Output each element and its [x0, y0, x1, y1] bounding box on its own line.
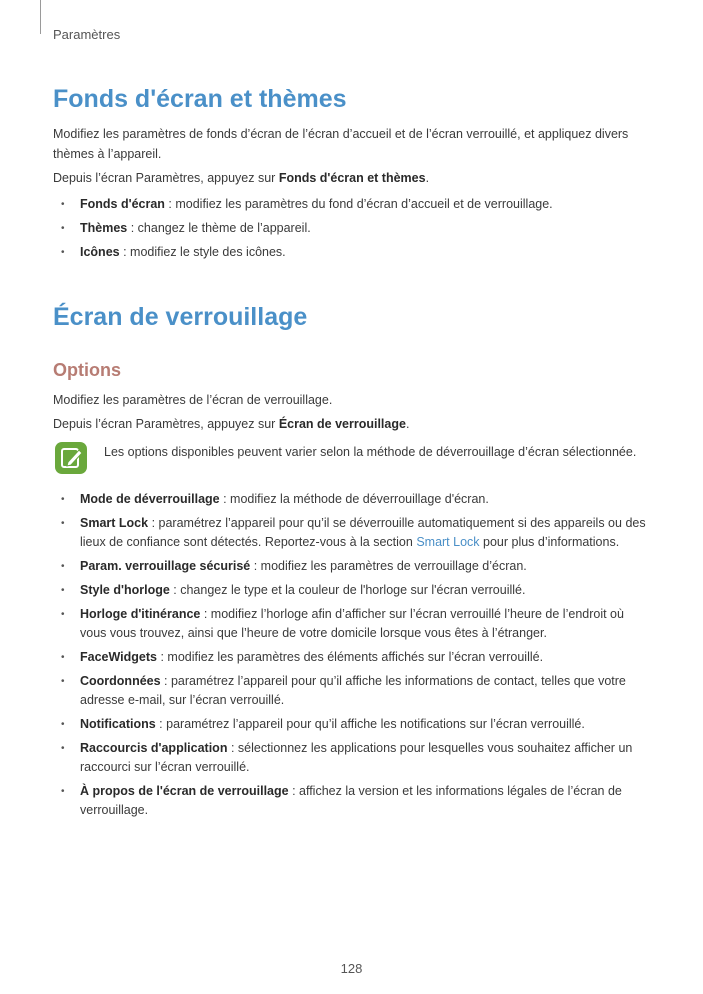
item-desc: : paramétrez l’appareil pour qu’il se déverrouille automatiquement si des appareils ou des lieux de confiance sont détectés. Reportez-vous à la section [80, 516, 646, 549]
list-item [53, 581, 653, 600]
item-term: Mode de déverrouillage [80, 492, 220, 506]
smart-lock-link[interactable]: Smart Lock [416, 535, 480, 549]
list-item [53, 557, 653, 576]
list-item [53, 514, 653, 552]
list-item [53, 195, 653, 214]
item-desc: : paramétrez l’appareil pour qu’il affiche les informations de contact, telles que votre adresse e-mail, sur l’écran verrouillé. [80, 674, 626, 707]
path-target: Fonds d'écran et thèmes [278, 171, 426, 185]
wallpaper-options-list [53, 195, 653, 262]
header-rule [40, 0, 41, 34]
bullet-icon: • [61, 676, 65, 687]
bullet-icon: • [61, 609, 65, 620]
item-desc: : modifiez les paramètres du fond d’écran d’accueil et de verrouillage. [164, 197, 553, 211]
item-term: Horloge d'itinérance [80, 607, 201, 621]
path-suffix: . [425, 171, 430, 185]
note-pencil-icon [55, 442, 87, 474]
item-desc: : modifiez les paramètres des éléments affichés sur l’écran verrouillé. [157, 650, 544, 664]
running-header: Paramètres [53, 27, 121, 42]
bullet-icon: • [61, 561, 65, 572]
page-content [53, 80, 653, 825]
lockscreen-options-list [53, 490, 653, 820]
bullet-icon: • [61, 518, 65, 529]
bullet-icon: • [61, 743, 65, 754]
item-term: Param. verrouillage sécurisé [80, 559, 251, 573]
item-term: Coordonnées [80, 674, 161, 688]
subsection-title-options: Options [53, 360, 121, 380]
item-term: Raccourcis d'application [80, 741, 228, 755]
item-desc: : modifiez la méthode de déverrouillage d'écran. [219, 492, 489, 506]
item-term: Thèmes [80, 221, 128, 235]
settings-path [53, 414, 653, 434]
item-term: Icônes [80, 245, 120, 259]
path-target: Écran de verrouillage [278, 417, 406, 431]
list-item [53, 739, 653, 777]
item-desc: : modifiez le style des icônes. [119, 245, 286, 259]
item-term: FaceWidgets [80, 650, 157, 664]
section-title-lockscreen: Écran de verrouillage [53, 303, 308, 331]
item-desc: : changez le type et la couleur de l'horloge sur l'écran verrouillé. [169, 583, 526, 597]
item-desc: : affichez la version et les informations légales de l’écran de verrouillage. [80, 784, 622, 817]
section-title-wallpaper: Fonds d'écran et thèmes [53, 85, 347, 113]
item-term: Smart Lock [80, 516, 149, 530]
item-desc: : paramétrez l’appareil pour qu’il affiche les notifications sur l’écran verrouillé. [155, 717, 585, 731]
list-item [53, 648, 653, 667]
note-box [53, 442, 653, 478]
list-item [53, 605, 653, 643]
bullet-icon: • [61, 585, 65, 596]
list-item [53, 782, 653, 820]
path-prefix: Depuis l’écran Paramètres, appuyez sur [53, 417, 279, 431]
item-desc: : changez le thème de l’appareil. [127, 221, 311, 235]
list-item [53, 672, 653, 710]
bullet-icon: • [61, 719, 65, 730]
item-term: À propos de l'écran de verrouillage [80, 784, 289, 798]
path-prefix: Depuis l’écran Paramètres, appuyez sur [53, 171, 279, 185]
item-term: Style d'horloge [80, 583, 170, 597]
note-text: Les options disponibles peuvent varier selon la méthode de déverrouillage d’écran sélectionnée. [104, 445, 637, 459]
bullet-icon: • [61, 786, 65, 797]
list-item [53, 490, 653, 509]
list-item [53, 243, 653, 262]
section-intro: Modifiez les paramètres de fonds d’écran de l’écran d’accueil et de l’écran verrouillé, et appliquez divers thèmes à l’appareil. [53, 127, 629, 161]
settings-path [53, 168, 653, 188]
bullet-icon: • [61, 223, 65, 234]
bullet-icon: • [61, 199, 65, 210]
page-number: 128 [340, 961, 363, 976]
item-desc: : sélectionnez les applications pour lesquelles vous souhaitez afficher un raccourci sur l’écran verrouillé. [80, 741, 633, 774]
list-item [53, 715, 653, 734]
item-desc: pour plus d’informations. [479, 535, 620, 549]
section-intro: Modifiez les paramètres de l’écran de verrouillage. [53, 393, 333, 407]
path-suffix: . [405, 417, 410, 431]
item-term: Fonds d'écran [80, 197, 165, 211]
item-term: Notifications [80, 717, 156, 731]
item-desc: : modifiez l’horloge afin d’afficher sur l’écran verrouillé l’heure de l’endroit où vous vous trouvez, ainsi que l’heure de votre domicile lorsque vous êtes à l’étranger. [80, 607, 624, 640]
item-desc: : modifiez les paramètres de verrouillage d’écran. [250, 559, 527, 573]
bullet-icon: • [61, 247, 65, 258]
bullet-icon: • [61, 494, 65, 505]
list-item [53, 219, 653, 238]
bullet-icon: • [61, 652, 65, 663]
